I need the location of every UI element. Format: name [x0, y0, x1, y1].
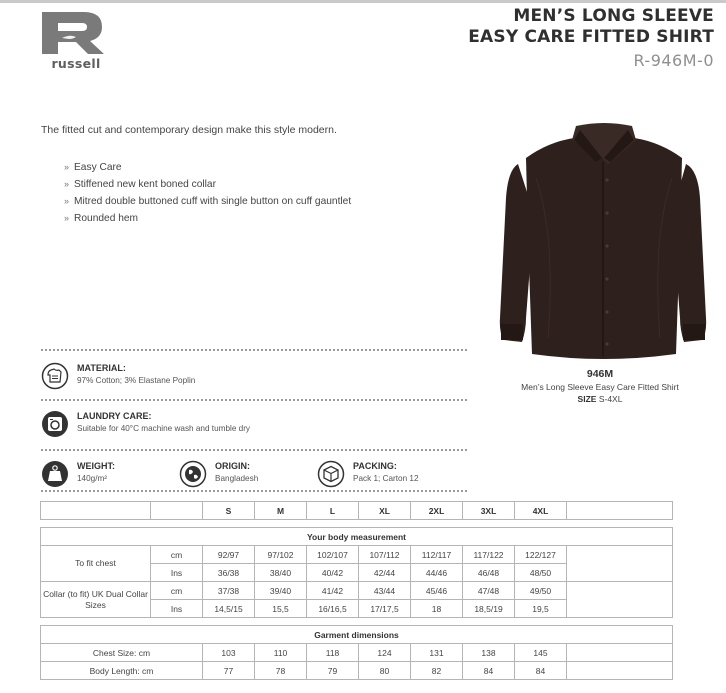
table-cell: 17/17,5 — [359, 600, 411, 618]
title-line-1: MEN’S LONG SLEEVE — [513, 6, 714, 26]
garment-row-label: Chest Size: cm — [41, 644, 203, 662]
dotted-divider — [41, 349, 467, 351]
weight-value: 140g/m² — [77, 474, 108, 483]
product-image — [496, 118, 712, 366]
table-cell: 18,5/19 — [463, 600, 515, 618]
size-header-cell: 2XL — [411, 502, 463, 520]
size-header-cell: 3XL — [463, 502, 515, 520]
box-icon — [317, 460, 345, 488]
size-header-cell: S — [203, 502, 255, 520]
dotted-divider — [41, 399, 467, 401]
bullet-icon: » — [64, 162, 70, 172]
dotted-divider — [41, 490, 467, 492]
table-cell: 46/48 — [463, 564, 515, 582]
laundry-value: Suitable for 40°C machine wash and tumble dry — [77, 424, 251, 433]
table-cell: 48/50 — [515, 564, 567, 582]
feature-item: » Stiffened new kent boned collar — [64, 179, 216, 190]
product-title-block — [468, 6, 714, 72]
unit-cell: cm — [151, 582, 203, 600]
table-row — [41, 546, 673, 564]
table-cell: 102/107 — [307, 546, 359, 564]
bullet-icon: » — [64, 179, 70, 189]
table-cell: 97/102 — [255, 546, 307, 564]
table-cell: 112/117 — [411, 546, 463, 564]
material-value: 97% Cotton; 3% Elastane Poplin — [77, 376, 196, 385]
table-cell: 40/42 — [307, 564, 359, 582]
logo-wordmark: russell — [51, 56, 101, 71]
weight-icon — [41, 460, 69, 488]
garment-dimensions-heading: Garment dimensions — [41, 626, 673, 644]
table-cell: 110 — [255, 644, 307, 662]
dotted-divider — [41, 449, 467, 451]
table-cell: 78 — [255, 662, 307, 680]
globe-icon — [179, 460, 207, 488]
packing-label: PACKING: — [353, 461, 397, 471]
weight-label: WEIGHT: — [77, 461, 115, 471]
table-cell: 38/40 — [255, 564, 307, 582]
size-header-row — [41, 502, 673, 520]
table-cell — [567, 502, 673, 520]
table-cell: 36/38 — [203, 564, 255, 582]
feature-item: » Easy Care — [64, 162, 122, 173]
table-spacer — [41, 618, 673, 626]
table-cell: 107/112 — [359, 546, 411, 564]
table-cell — [567, 582, 673, 618]
size-header-cell: L — [307, 502, 359, 520]
table-cell: 131 — [411, 644, 463, 662]
table-cell: 42/44 — [359, 564, 411, 582]
table-section-row — [41, 626, 673, 644]
table-cell — [151, 502, 203, 520]
unit-cell: Ins — [151, 600, 203, 618]
top-rule — [0, 0, 726, 3]
table-cell: 39/40 — [255, 582, 307, 600]
unit-cell: Ins — [151, 564, 203, 582]
table-cell: 82 — [411, 662, 463, 680]
table-cell: 41/42 — [307, 582, 359, 600]
body-measurement-heading: Your body measurement — [41, 528, 673, 546]
feature-list — [64, 161, 351, 229]
product-size-range: SIZE S-4XL — [577, 394, 623, 404]
table-cell — [567, 662, 673, 680]
table-section-row — [41, 528, 673, 546]
table-cell: 117/122 — [463, 546, 515, 564]
table-cell: 37/38 — [203, 582, 255, 600]
table-cell: 45/46 — [411, 582, 463, 600]
table-cell: 14,5/15 — [203, 600, 255, 618]
garment-row-label: Body Length: cm — [41, 662, 203, 680]
unit-cell: cm — [151, 546, 203, 564]
shirt-tag-icon — [41, 362, 69, 390]
table-cell: 84 — [515, 662, 567, 680]
table-cell: 47/48 — [463, 582, 515, 600]
table-cell: 138 — [463, 644, 515, 662]
russell-r-logo-icon — [40, 10, 108, 56]
feature-item: » Rounded hem — [64, 213, 139, 224]
size-header-cell: M — [255, 502, 307, 520]
size-header-cell: 4XL — [515, 502, 567, 520]
product-code: R-946M-0 — [633, 51, 714, 70]
table-row — [41, 662, 673, 680]
table-cell: 16/16,5 — [307, 600, 359, 618]
table-cell: 19,5 — [515, 600, 567, 618]
material-label: MATERIAL: — [77, 363, 126, 373]
product-description: The fitted cut and contemporary design make this style modern. — [41, 124, 337, 136]
shirt-image-icon — [496, 118, 712, 366]
table-cell: 145 — [515, 644, 567, 662]
size-chart-table — [40, 501, 673, 680]
table-cell: 103 — [203, 644, 255, 662]
russell-logo — [40, 10, 108, 72]
table-cell: 77 — [203, 662, 255, 680]
table-cell — [567, 546, 673, 582]
table-cell: 122/127 — [515, 546, 567, 564]
product-image-name: Men’s Long Sleeve Easy Care Fitted Shirt — [521, 382, 679, 392]
packing-value: Pack 1; Carton 12 — [353, 474, 419, 483]
title-line-2: EASY CARE FITTED SHIRT — [468, 27, 714, 47]
table-cell — [41, 502, 151, 520]
table-cell: 44/46 — [411, 564, 463, 582]
size-header-cell: XL — [359, 502, 411, 520]
table-cell: 15,5 — [255, 600, 307, 618]
table-cell: 79 — [307, 662, 359, 680]
washing-machine-icon — [41, 410, 69, 438]
feature-item: » Mitred double buttoned cuff with single button on cuff gauntlet — [64, 196, 352, 207]
laundry-label: LAUNDRY CARE: — [77, 411, 152, 421]
table-cell: 118 — [307, 644, 359, 662]
origin-value: Bangladesh — [215, 474, 259, 483]
table-cell: 80 — [359, 662, 411, 680]
table-cell: 124 — [359, 644, 411, 662]
collar-row-label: Collar (to fit) UK Dual Collar Sizes — [41, 582, 151, 618]
origin-label: ORIGIN: — [215, 461, 250, 471]
table-row — [41, 644, 673, 662]
table-cell: 43/44 — [359, 582, 411, 600]
table-spacer — [41, 520, 673, 528]
table-cell — [567, 644, 673, 662]
table-cell: 18 — [411, 600, 463, 618]
table-cell: 49/50 — [515, 582, 567, 600]
bullet-icon: » — [64, 213, 70, 223]
table-cell: 84 — [463, 662, 515, 680]
table-cell: 92/97 — [203, 546, 255, 564]
bullet-icon: » — [64, 196, 70, 206]
product-image-code: 946M — [586, 368, 614, 380]
table-row — [41, 582, 673, 600]
chest-row-label: To fit chest — [41, 546, 151, 582]
